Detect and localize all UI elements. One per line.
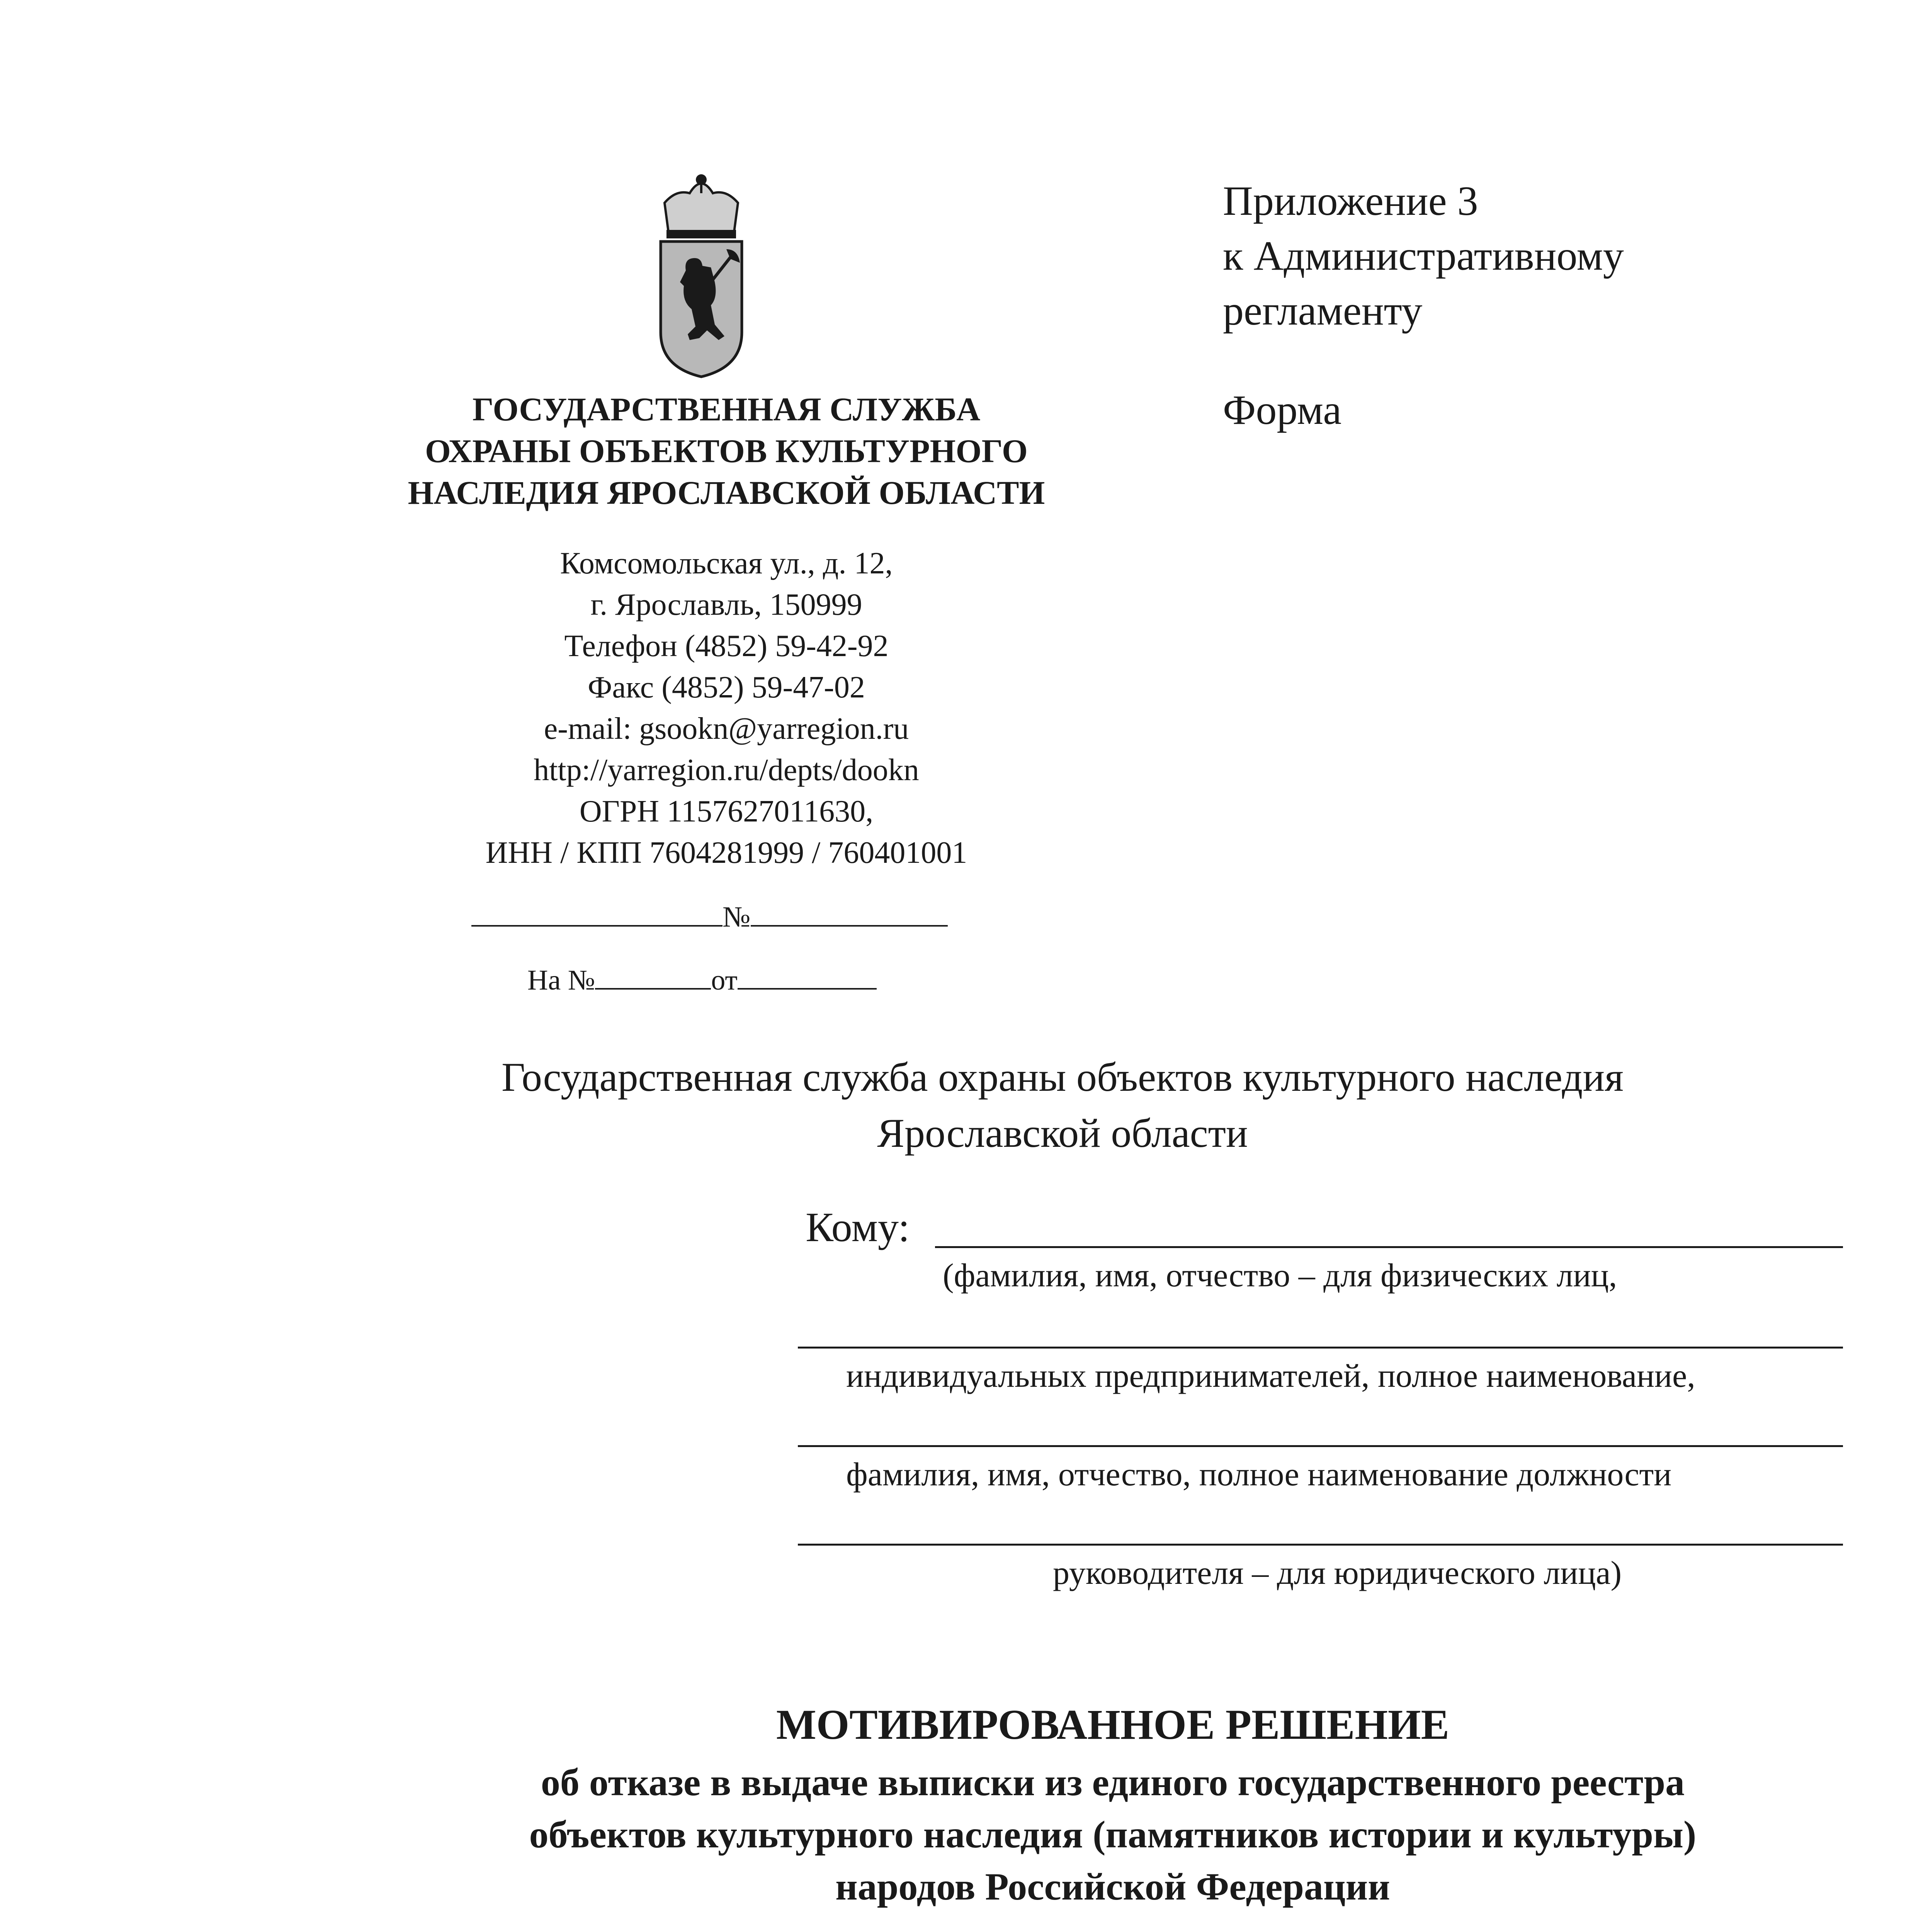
org-title-line-1: ГОСУДАРСТВЕННАЯ СЛУЖБА	[472, 391, 981, 428]
reply-from-label: от	[711, 964, 738, 996]
document-title: МОТИВИРОВАННОЕ РЕШЕНИЕ	[776, 1701, 1449, 1748]
appendix-line-1: Приложение 3	[1223, 178, 1478, 224]
coat-of-arms-emblem	[653, 166, 750, 383]
phone: Телефон (4852) 59-42-92	[564, 629, 889, 663]
service-header	[386, 1049, 1739, 1161]
organization-title	[359, 388, 1093, 514]
recipient-label: Кому:	[806, 1204, 910, 1250]
reply-from-date-blank	[738, 988, 877, 990]
recipient-field-line-3	[798, 1445, 1843, 1447]
recipient-caption-2: индивидуальных предпринимателей, полное наименование,	[846, 1357, 1695, 1394]
service-header-line-1: Государственная служба охраны объектов культурного наследия	[502, 1054, 1624, 1100]
reg-number-sign: №	[723, 901, 751, 933]
organization-contacts	[359, 543, 1093, 874]
ogrn: ОГРН 1157627011630,	[579, 794, 874, 828]
recipient-caption-4: руководителя – для юридического лица)	[1053, 1554, 1622, 1591]
reply-to-label: На №	[527, 964, 595, 996]
address-line-2: г. Ярославль, 150999	[590, 588, 862, 622]
document-subtitle	[232, 1756, 1916, 1913]
appendix-line-3: регламенту	[1223, 288, 1423, 334]
appendix-line-2: к Административному	[1223, 233, 1624, 279]
reg-date-blank	[471, 925, 723, 927]
org-title-line-3: НАСЛЕДИЯ ЯРОСЛАВСКОЙ ОБЛАСТИ	[408, 474, 1045, 511]
inn-kpp: ИНН / КПП 7604281999 / 760401001	[485, 836, 967, 870]
yaroslavl-arms-icon	[653, 166, 750, 383]
reply-to-line	[527, 964, 877, 997]
recipient-caption-1: (фамилия, имя, отчество – для физических лиц,	[943, 1257, 1617, 1294]
website: http://yarregion.ru/depts/dookn	[534, 753, 919, 787]
form-label: Форма	[1223, 387, 1342, 433]
email: e-mail: gsookn@yarregion.ru	[544, 712, 909, 746]
reg-number-blank	[751, 925, 948, 927]
recipient-field-line-2	[798, 1347, 1843, 1349]
subtitle-line-2: объектов культурного наследия (памятников истории и культуры)	[529, 1813, 1697, 1856]
fax: Факс (4852) 59-47-02	[588, 670, 865, 704]
registration-number-line	[471, 900, 948, 934]
appendix-block	[1223, 174, 1624, 338]
org-title-line-2: ОХРАНЫ ОБЪЕКТОВ КУЛЬТУРНОГО	[425, 432, 1028, 469]
reply-to-number-blank	[595, 988, 711, 990]
recipient-field-line-4	[798, 1544, 1843, 1546]
service-header-line-2: Ярославской области	[877, 1111, 1248, 1156]
subtitle-line-3: народов Российской Федерации	[835, 1865, 1390, 1908]
subtitle-line-1: об отказе в выдаче выписки из единого государственного реестра	[541, 1761, 1685, 1804]
address-line-1: Комсомольская ул., д. 12,	[560, 546, 893, 580]
recipient-field-line-1	[935, 1246, 1843, 1248]
recipient-caption-3: фамилия, имя, отчество, полное наименование должности	[846, 1456, 1672, 1493]
